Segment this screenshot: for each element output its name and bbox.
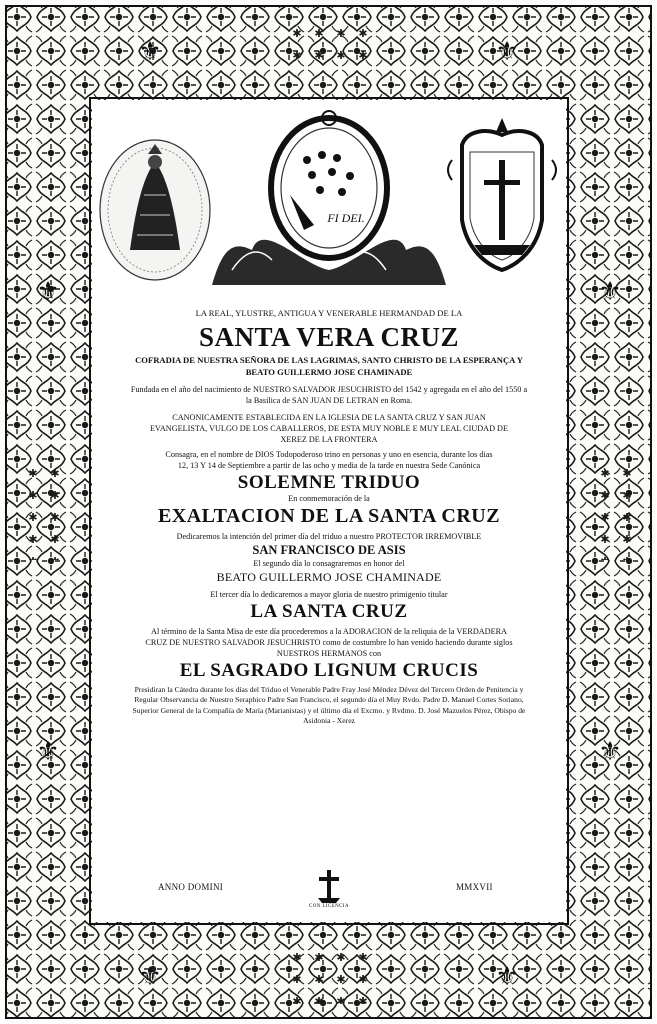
heraldic-header [92, 100, 566, 305]
triduo-heading: SOLEMNE TRIDUO [237, 472, 421, 494]
conmemoracion-line: En conmemoración de la [288, 494, 370, 504]
svg-text:⚜: ⚜ [598, 277, 622, 307]
san-francisco-heading: SAN FRANCISCO DE ASIS [252, 543, 406, 558]
founded-line-1: Fundada en el año del nacimiento de NUESTRO SALVADOR JESUCHRISTO del 1542 y agregada en el año del 1550 a [130, 385, 528, 395]
la-santa-cruz-heading: LA SANTA CRUZ [250, 601, 408, 623]
anno-domini-label: ANNO DOMINI [158, 882, 224, 892]
svg-text:⚜: ⚜ [495, 962, 519, 992]
exaltacion-heading: EXALTACION DE LA SANTA CRUZ [157, 505, 501, 528]
primer-dia-line: Dedicaremos la intención del primer día del triduo a nuestro PROTECTOR IRREMOVIBLE [176, 532, 482, 542]
canon-line-3: XEREZ DE LA FRONTERA [280, 435, 378, 445]
subtitle-line-1: COFRADIA DE NUESTRA SEÑORA DE LAS LAGRIMAS, SANTO CHRISTO DE LA ESPERANÇA Y [135, 354, 523, 365]
svg-text:⚜: ⚜ [36, 737, 60, 767]
year-label: MMXVII [456, 882, 493, 892]
segundo-dia-line: El segundo día lo consagraremos en honor del [253, 559, 405, 569]
emblem-motto: FI DEI. [327, 211, 365, 225]
adoracion-line-3: NUESTROS HERMANOS con [276, 649, 382, 658]
poster-text [92, 308, 566, 727]
cross-seal-icon [315, 868, 343, 904]
consagra-line-2: 12, 13 Y 14 de Septiembre a partir de las ocho y media de la tarde en nuestra Sede Canónica [177, 461, 481, 471]
svg-text:⚜: ⚜ [138, 37, 162, 67]
tercer-dia-line: El tercer día lo dedicaremos a mayor gloria de nuestro primigenio titular [210, 590, 448, 600]
svg-text:⚜: ⚜ [138, 962, 162, 992]
presidiran-line-3: Superior General de la Compañía de María (Marianistas) y el último día el Excmo. y Rvdmo. D. José Mazuelos Pérez, Obispo de [132, 705, 526, 715]
svg-text:⚜: ⚜ [598, 737, 622, 767]
main-title: SANTA VERA CRUZ [198, 321, 460, 352]
founded-line-2: la Basilica de SAN JUAN DE LETRAN en Roma. [245, 396, 413, 406]
lignum-heading: EL SAGRADO LIGNUM CRUCIS [179, 660, 479, 681]
adoracion-line-1: Al término de la Santa Misa de este día procederemos a la ADORACION de la reliquia de la VERDADERA [151, 627, 507, 636]
svg-text:⚜: ⚜ [36, 277, 60, 307]
poster-footer [92, 880, 566, 920]
consagra-line-1: Consagra, en el nombre de DIOS Todopoderoso trino en personas y uno en esencia, durante los dias [165, 450, 493, 460]
virgin-oval-icon [100, 140, 210, 280]
central-cartouche-icon [212, 111, 446, 285]
shield-cross-icon [448, 118, 556, 270]
presidiran-line-2: Regular Observancia de Nuestro Seraphico Padre San Francisco, el segundo día el Muy Rvdo. Padre D. Manuel Cortes Soriano, [134, 695, 524, 705]
adoracion-line-2: CRUZ DE NUESTRO SALVADOR JESUCHRISTO como de costumbre lo han venido haciendo durante siglos [145, 638, 513, 647]
presidiran-line-1: Presidiran la Cátedra durante los días del Triduo el Venerable Padre Fray José Méndez Dévez del Tercero Orden de Penitencia y [134, 684, 524, 694]
canon-line-2: EVANGELISTA, VULGO DE LOS CABALLEROS, DE ESTA MUY NOBLE E MUY LEAL CIUDAD DE [150, 424, 508, 434]
poster-inner-panel [92, 100, 566, 922]
canon-line-1: CANONICAMENTE ESTABLECIDA EN LA IGLESIA DE LA SANTA CRUZ Y SAN JUAN [172, 413, 486, 423]
subtitle-line-2: BEATO GUILLERMO JOSE CHAMINADE [245, 366, 413, 377]
presidiran-line-4: Asidonia - Xerez [303, 716, 355, 726]
licencia-label: CON LICENCIA [309, 904, 349, 909]
beato-heading: BEATO GUILLERMO JOSE CHAMINADE [216, 570, 442, 585]
intro-line: LA REAL, YLUSTRE, ANTIGUA Y VENERABLE HERMANDAD DE LA [195, 308, 463, 318]
svg-text:⚜: ⚜ [495, 37, 519, 67]
